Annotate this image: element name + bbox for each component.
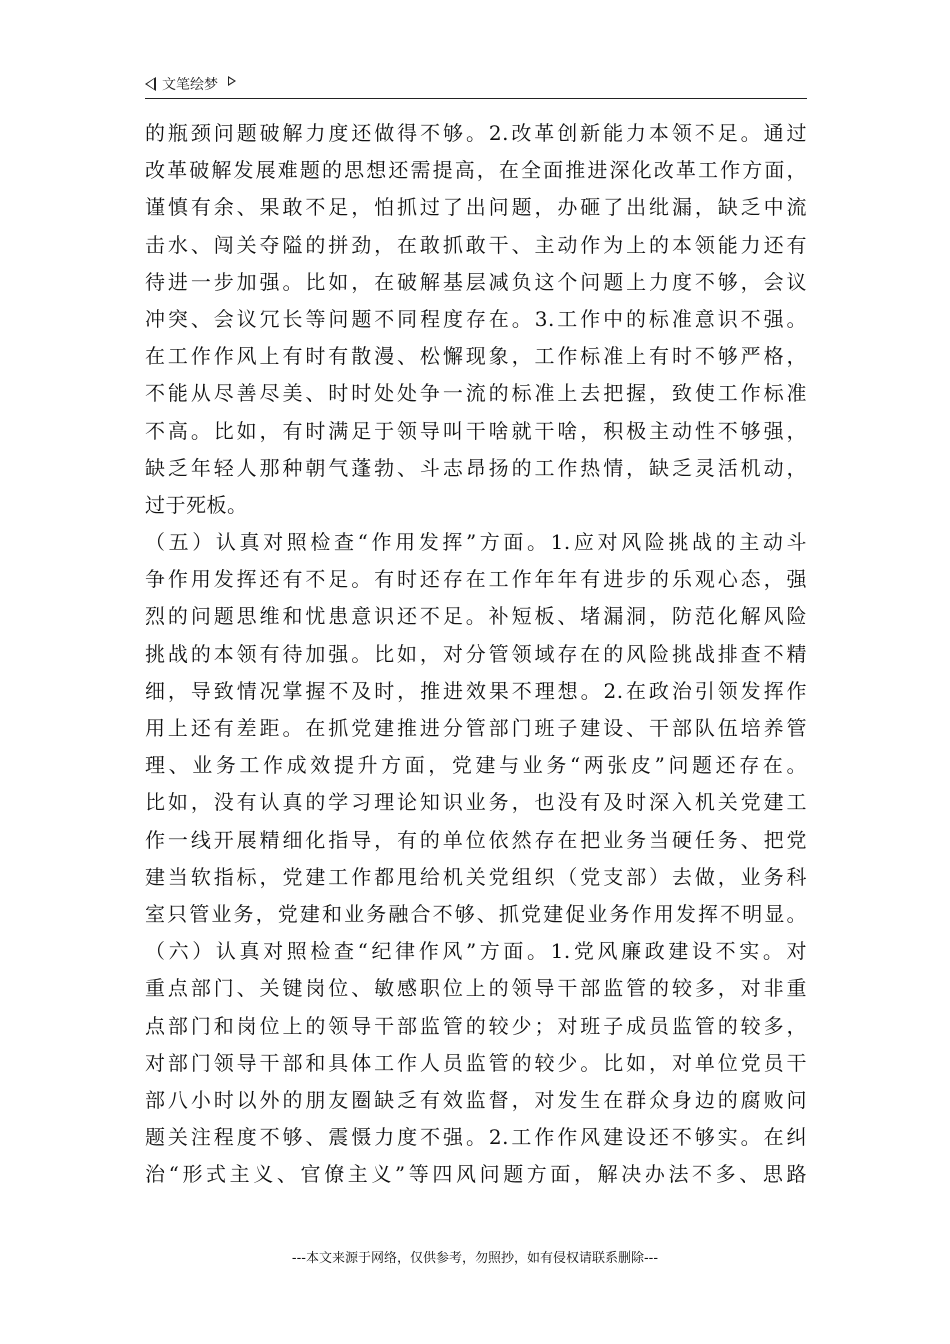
text-line: 击水、闯关夺隘的拼劲，在敢抓敢干、主动作为上的本领能力还有	[145, 232, 807, 257]
text-line: 的瓶颈问题破解力度还做得不够。2.改革创新能力本领不足。通过	[145, 121, 807, 145]
text-line: 过于死板。	[145, 492, 248, 517]
text-line: 点部门和岗位上的领导干部监管的较少；对班子成员监管的较多，	[145, 1013, 807, 1038]
text-line: 建当软指标，党建工作都甩给机关党组织（党支部）去做，业务科	[145, 864, 807, 889]
page-footer: ---本文来源于网络，仅供参考，勿照抄，如有侵权请联系删除---	[291, 1251, 659, 1266]
text-line: 比如，没有认真的学习理论知识业务，也没有及时深入机关党建工	[145, 790, 807, 815]
text-line: 不能从尽善尽美、时时处处争一流的标准上去把握，致使工作标准	[145, 381, 807, 406]
text-line: 题关注程度不够、震慑力度不强。2.工作作风建设还不够实。在纠	[145, 1125, 807, 1150]
text-line: 冲突、会议冗长等问题不同程度存在。3.工作中的标准意识不强。	[145, 306, 807, 331]
text-line: 作一线开展精细化指导，有的单位依然存在把业务当硬任务、把党	[145, 827, 807, 852]
text-line: 挑战的本领有待加强。比如，对分管领域存在的风险挑战排查不精	[145, 641, 807, 666]
text-line: 理、业务工作成效提升方面，党建与业务“两张皮”问题还存在。	[145, 753, 807, 778]
document-body	[145, 115, 807, 1193]
text-line: 缺乏年轻人那种朝气蓬勃、斗志昂扬的工作热情，缺乏灵活机动，	[145, 455, 807, 480]
text-line: 烈的问题思维和忧患意识还不足。补短板、堵漏洞，防范化解风险	[145, 604, 807, 629]
text-line: （五）认真对照检查“作用发挥”方面。1.应对风险挑战的主动斗	[145, 530, 807, 555]
header-brand	[145, 74, 236, 94]
text-line: 用上还有差距。在抓党建推进分管部门班子建设、干部队伍培养管	[145, 716, 807, 740]
text-line: 谨慎有余、果敢不足，怕抓过了出问题，办砸了出纰漏，缺乏中流	[145, 195, 807, 220]
triangle-right-icon	[228, 76, 236, 86]
text-line: （六）认真对照检查“纪律作风”方面。1.党风廉政建设不实。对	[145, 939, 807, 964]
text-line: 重点部门、关键岗位、敏感职位上的领导干部监管的较多，对非重	[145, 976, 807, 1001]
text-line: 改革破解发展难题的思想还需提高，在全面推进深化改革工作方面，	[145, 158, 807, 183]
text-line: 争作用发挥还有不足。有时还存在工作年年有进步的乐观心态，强	[145, 567, 807, 592]
triangle-left-icon	[145, 77, 156, 91]
text-line: 部八小时以外的朋友圈缺乏有效监督，对发生在群众身边的腐败问	[145, 1087, 807, 1112]
header-brand-text: 文笔绘梦	[162, 77, 218, 93]
text-line: 在工作作风上有时有散漫、松懈现象，工作标准上有时不够严格，	[145, 344, 807, 369]
text-line: 细，导致情况掌握不及时，推进效果不理想。2.在政治引领发挥作	[145, 678, 807, 703]
text-line: 室只管业务，党建和业务融合不够、抓党建促业务作用发挥不明显。	[145, 901, 807, 926]
text-line: 治“形式主义、官僚主义”等四风问题方面，解决办法不多、思路	[145, 1162, 807, 1187]
text-line: 对部门领导干部和具体工作人员监管的较少。比如，对单位党员干	[145, 1050, 807, 1075]
text-line: 待进一步加强。比如，在破解基层减负这个问题上力度不够，会议	[145, 269, 807, 294]
page-header	[145, 72, 807, 99]
text-line: 不高。比如，有时满足于领导叫干啥就干啥，积极主动性不够强，	[145, 418, 807, 443]
